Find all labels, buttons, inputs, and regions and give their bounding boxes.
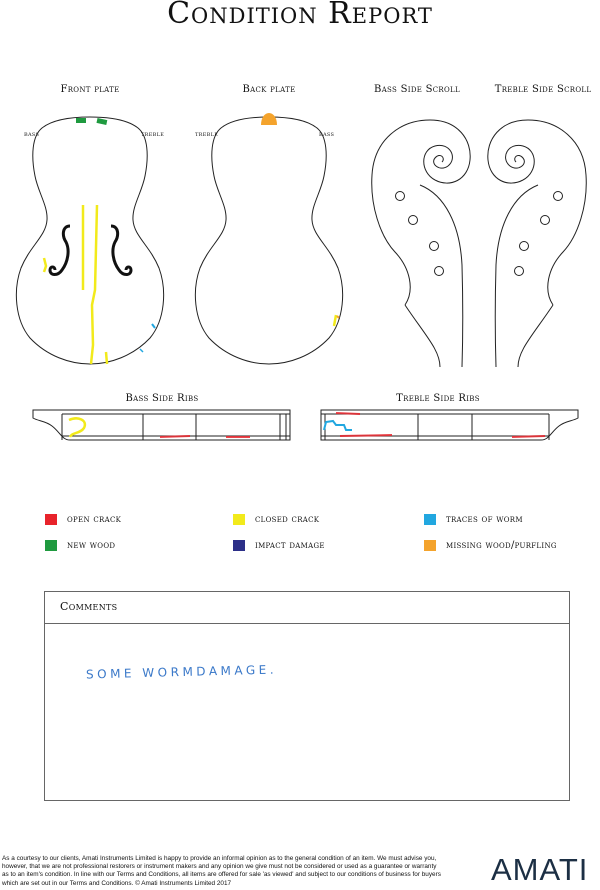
comments-handwritten-text: SOME WORMDAMAGE.	[85, 662, 278, 682]
legend-swatch	[424, 540, 436, 551]
treble-side-ribs-label: Treble Side Ribs	[396, 393, 480, 404]
legend-swatch	[233, 540, 245, 551]
footer-disclaimer: As a courtesy to our clients, Amati Instruments Limited is happy to provide an informal opinion as to the general condition of an item. We must advise you, however, that we are not professional restorers or instrument makers and any opinion we give must not be considered or used as a guarantee or warranty as to an item's condition. In line with our Terms and Conditions, all items are offered for sale 'as viewed' and subject to our conditions of business for buyers which are set out in our Terms and Conditions. © Amati Instruments Limited 2017	[2, 855, 441, 887]
legend-missing-wood-purfling: missing wood/purfling	[424, 540, 557, 551]
legend-traces-of-worm: traces of worm	[424, 514, 523, 525]
bass-side-ribs-label: Bass Side Ribs	[125, 393, 199, 404]
brand-logo: AMATI	[491, 852, 589, 887]
front-treble-label: treble	[141, 130, 165, 138]
bass-side-scroll-label: Bass Side Scroll	[374, 84, 460, 95]
page-title: Condition Report	[167, 0, 433, 31]
comments-heading: Comments	[45, 592, 569, 624]
comments-box[interactable]	[44, 591, 570, 801]
legend-swatch	[45, 514, 57, 525]
front-bass-label: bass	[24, 130, 40, 138]
front-plate-label: Front plate	[60, 84, 120, 95]
legend-open-crack: open crack	[45, 514, 121, 525]
back-treble-label: treble	[195, 130, 219, 138]
legend-closed-crack: closed crack	[233, 514, 319, 525]
legend-swatch	[424, 514, 436, 525]
legend-impact-damage: impact damage	[233, 540, 325, 551]
legend-swatch	[45, 540, 57, 551]
legend-swatch	[233, 514, 245, 525]
treble-side-scroll-label: Treble Side Scroll	[494, 84, 592, 95]
legend-new-wood: new wood	[45, 540, 115, 551]
back-bass-label: bass	[319, 130, 335, 138]
back-plate-label: Back plate	[242, 84, 296, 95]
